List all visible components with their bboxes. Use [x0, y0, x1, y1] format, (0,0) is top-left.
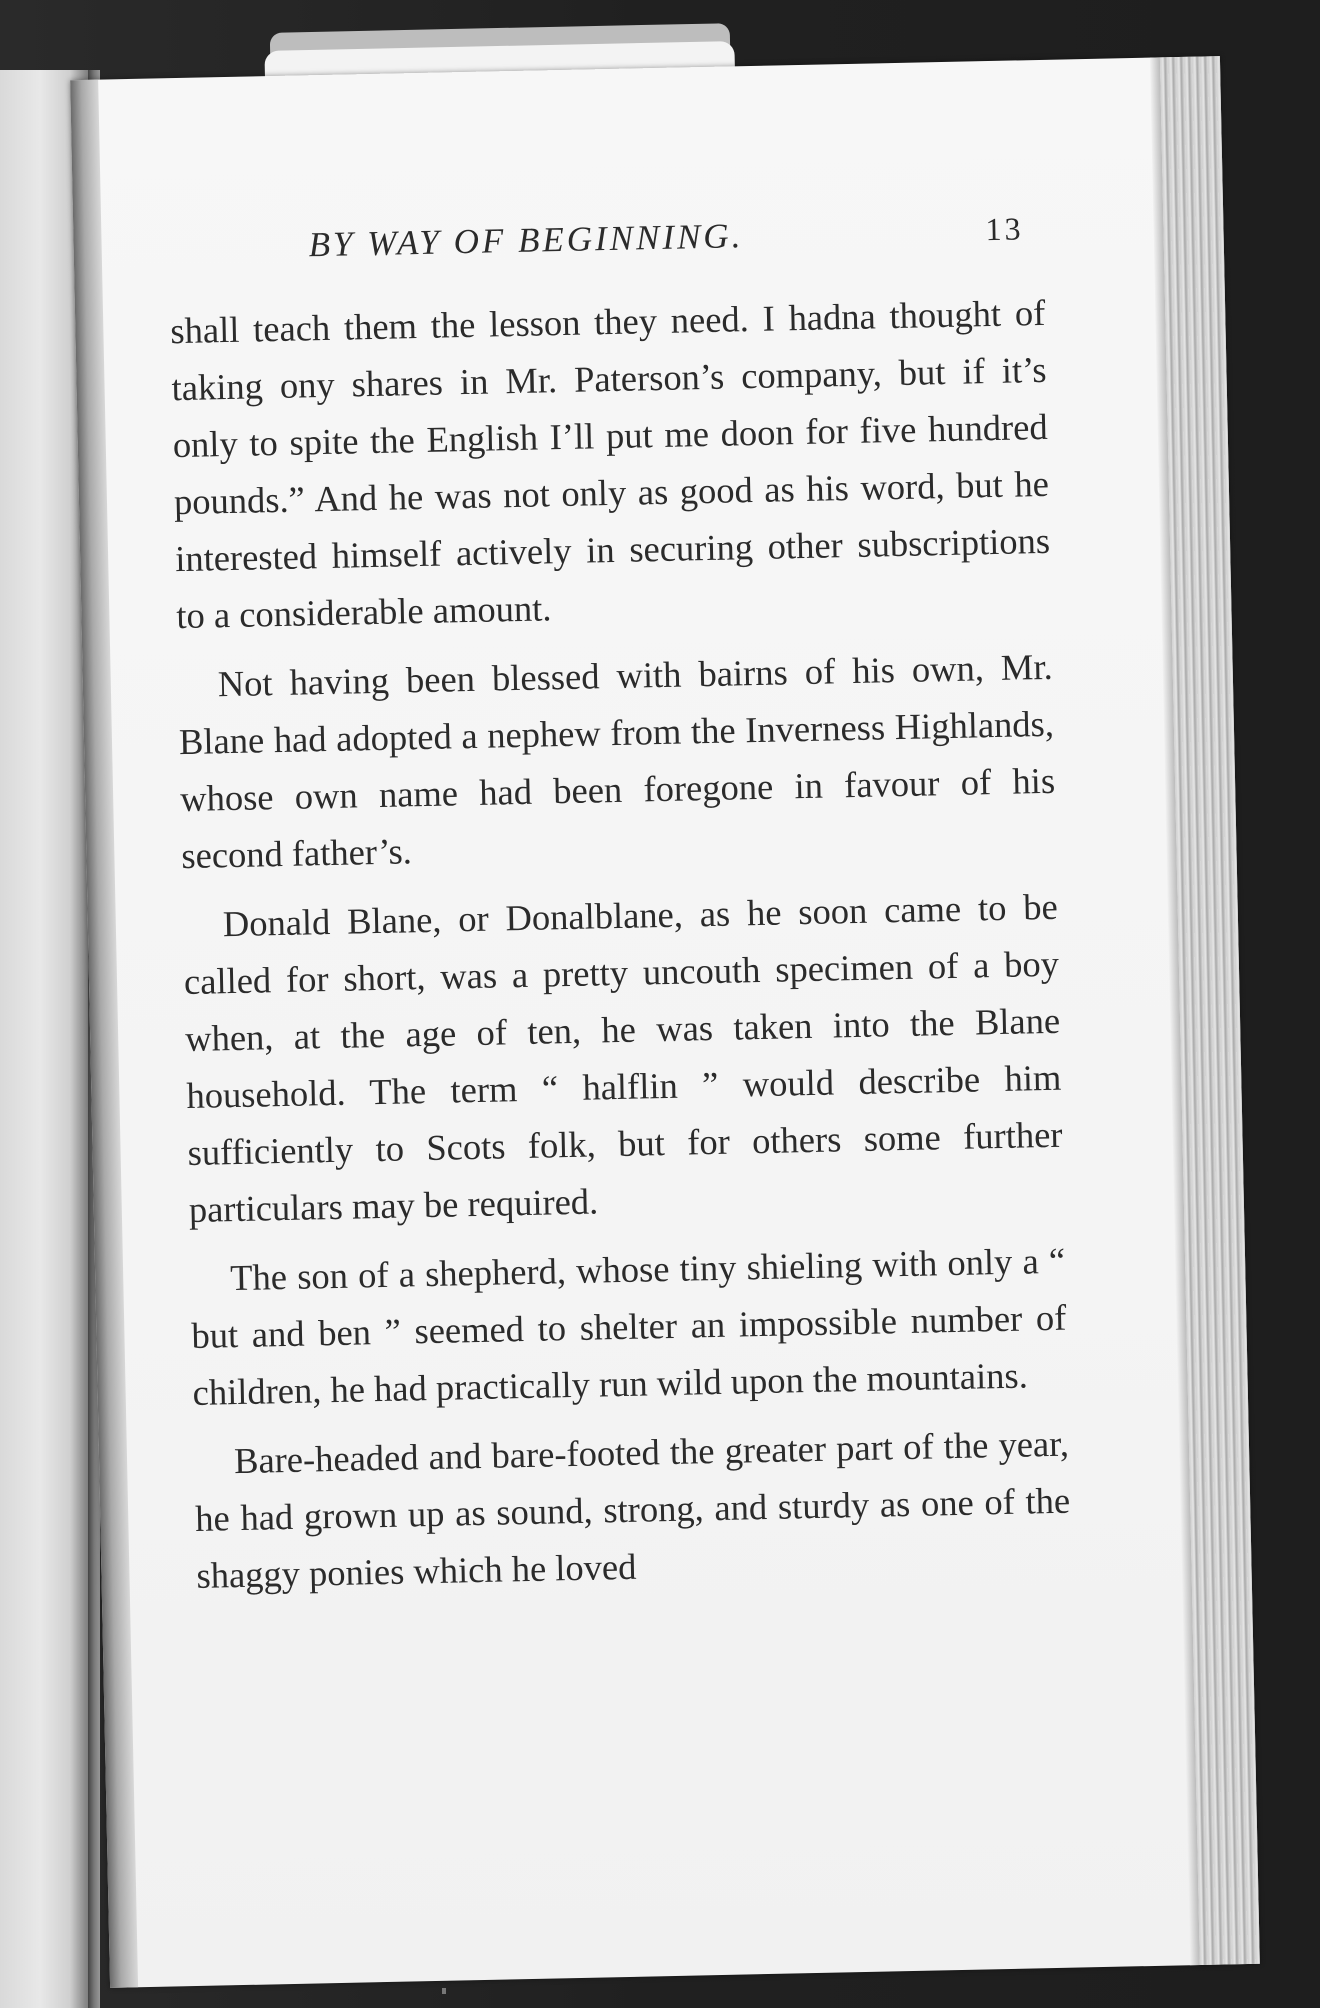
paragraph-1: shall teach them the lesson they need. I hadna thought of taking ony shares in Mr. Paterson’s company, but if it’s only to spite the English I’ll put me doon for five hundred pounds.” And he was not only as good as his word, but he interested himself actively in securing other subscriptions to a considerable amount.: [169, 291, 1051, 637]
running-title: BY WAY OF BEGINNING.: [308, 216, 744, 265]
text-block: [168, 210, 1072, 1616]
paragraph-3: Donald Blane, or Donalblane, as he soon came to be called for short, was a pretty uncouth specimen of a boy when, at the age of ten, he was taken into the Blane household. The term “ halflin ” would describe him sufficiently to Scots folk, but for others some further particulars may be required.: [183, 885, 1063, 1231]
scan-speck: [442, 1988, 446, 1994]
book-page: [70, 56, 1260, 1988]
paragraph-2: Not having been blessed with bairns of his own, Mr. Blane had adopted a nephew from the Inverness Highlands, whose own name had been foregone in favour of his second father’s.: [178, 645, 1056, 877]
paragraph-5: Bare-headed and bare-footed the greater part of the year, he had grown up as sound, strong, and sturdy as one of the shaggy ponies which he loved: [194, 1422, 1071, 1596]
paragraph-4: The son of a shepherd, whose tiny shieling with only a “ but and ben ” seemed to shelter an impossible number of children, he had practically run wild upon the mountains.: [191, 1239, 1067, 1413]
running-head: [168, 210, 1044, 298]
page-number: 13: [985, 210, 1024, 248]
body-text: [170, 284, 1072, 1604]
